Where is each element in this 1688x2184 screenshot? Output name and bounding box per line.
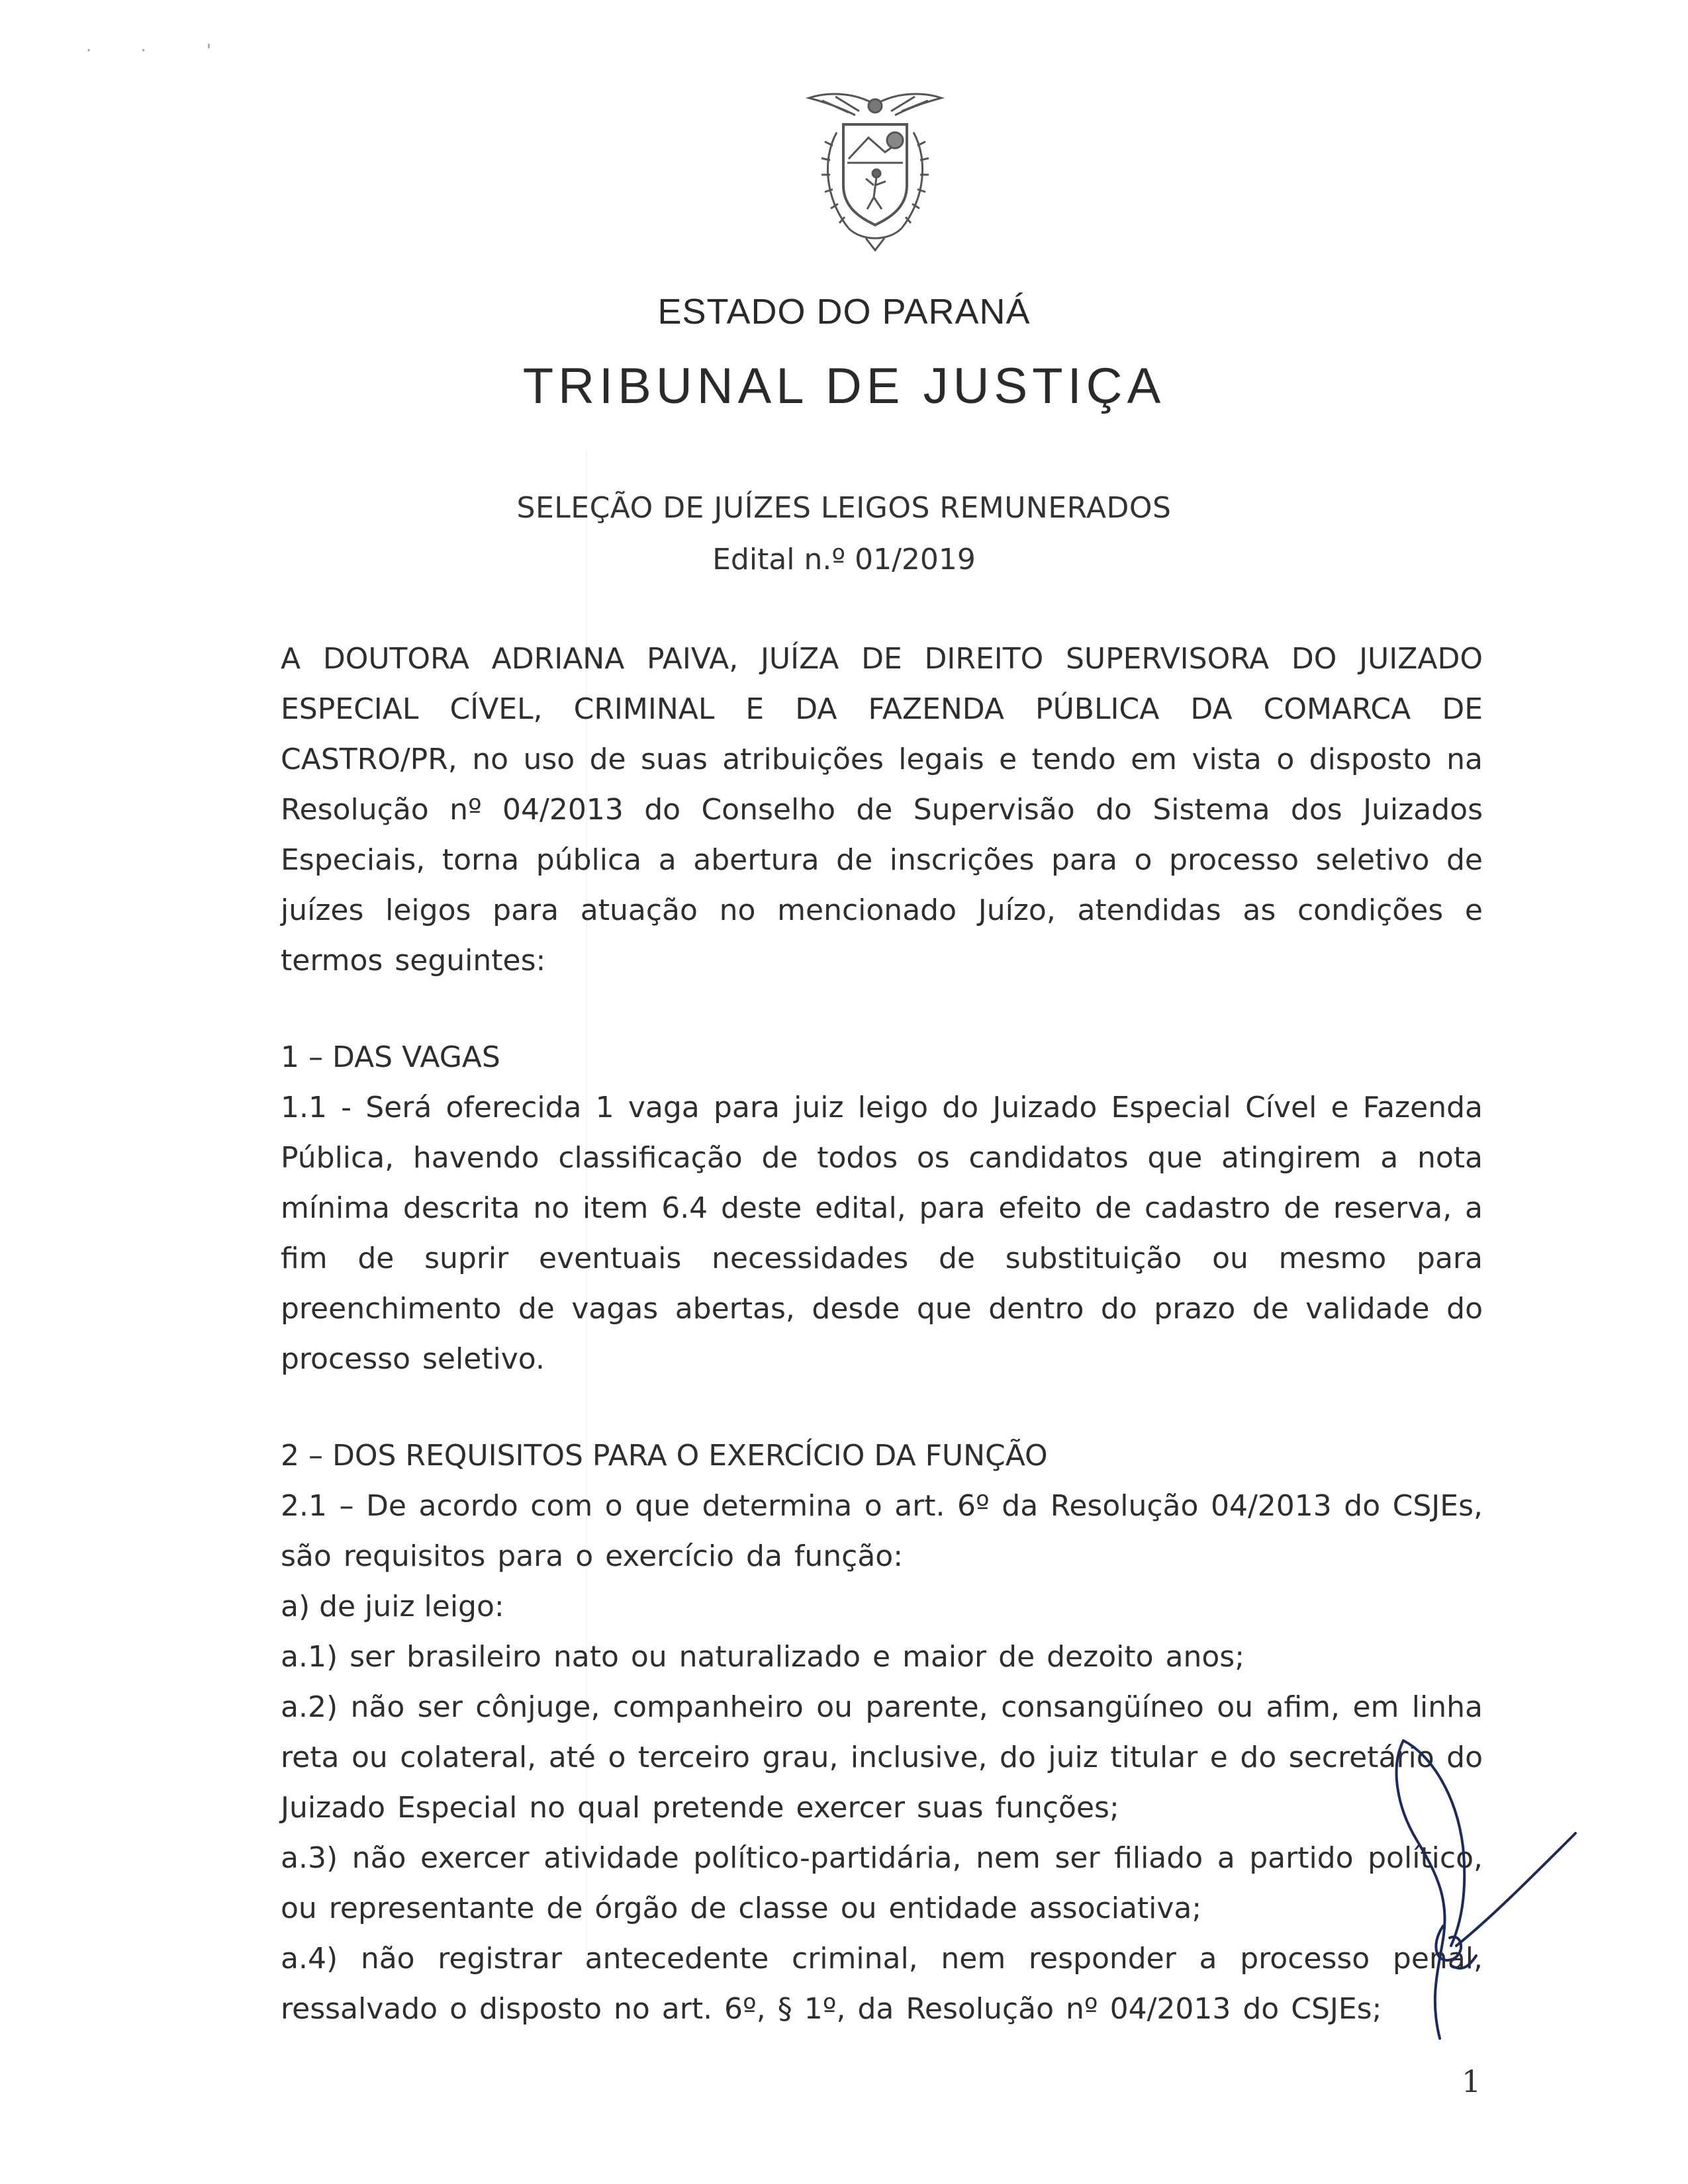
section-2-heading: 2 – DOS REQUISITOS PARA O EXERCÍCIO DA FUNÇÃO (281, 1439, 1048, 1473)
item-1-1: 1.1 - Será oferecida 1 vaga para juiz leigo do Juizado Especial Cível e Fazenda Pública, havendo classificação de todos os candidatos que atingirem a nota mínima descrita no item 6.4 deste edital, para efeito de cadastro de reserva, a fim de suprir eventuais necessidades de substituição ou mesmo para preenchimento de vagas abertas, desde que dentro do prazo de validade do processo seletivo. (281, 1091, 1483, 1376)
scan-specks: · · ' (86, 41, 211, 61)
page-number: 1 (1462, 2064, 1481, 2099)
item-a4: a.4) não registrar antecedente criminal, nem responder a processo penal, ressalvado o disposto no art. 6º, § 1º, da Resolução nº 04/2013 do CSJEs; (281, 1942, 1483, 2026)
document-subtitle: SELEÇÃO DE JUÍZES LEIGOS REMUNERADOS (516, 491, 1172, 525)
item-a3: a.3) não exercer atividade político-partidária, nem ser filiado a partido político, ou representante de órgão de classe ou entidade associativa; (281, 1841, 1483, 1925)
item-2-1: 2.1 – De acordo com o que determina o art. 6º da Resolução 04/2013 do CSJEs, são requisitos para o exercício da função: (281, 1489, 1483, 1573)
state-heading: ESTADO DO PARANÁ (657, 292, 1031, 332)
handwritten-signature (1377, 1727, 1589, 2058)
edital-number: Edital n.º 01/2019 (712, 543, 976, 576)
section-1-heading: 1 – DAS VAGAS (281, 1040, 500, 1074)
court-heading: TRIBUNAL DE JUSTIÇA (522, 358, 1166, 414)
item-a1: a.1) ser brasileiro nato ou naturalizado e maior de dezoito anos; (281, 1640, 1245, 1674)
state-coat-of-arms-icon (802, 86, 948, 258)
item-a: a) de juiz leigo: (281, 1590, 504, 1623)
document-body (281, 634, 1483, 2034)
item-a2: a.2) não ser cônjuge, companheiro ou parente, consangüíneo ou afim, em linha reta ou colateral, até o terceiro grau, inclusive, do juiz titular e do secretário do Juizado Especial no qual pretende exercer suas funções; (281, 1690, 1483, 1825)
intro-paragraph: A DOUTORA ADRIANA PAIVA, JUÍZA DE DIREITO SUPERVISORA DO JUIZADO ESPECIAL CÍVEL, CRIMINAL E DA FAZENDA PÚBLICA DA COMARCA DE CASTRO/PR, no uso de suas atribuições legais e tendo em vista o disposto na Resolução nº 04/2013 do Conselho de Supervisão do Sistema dos Juizados Especiais, torna pública a abertura de inscrições para o processo seletivo de juízes leigos para atuação no mencionado Juízo, atendidas as condições e termos seguintes: (281, 642, 1483, 978)
